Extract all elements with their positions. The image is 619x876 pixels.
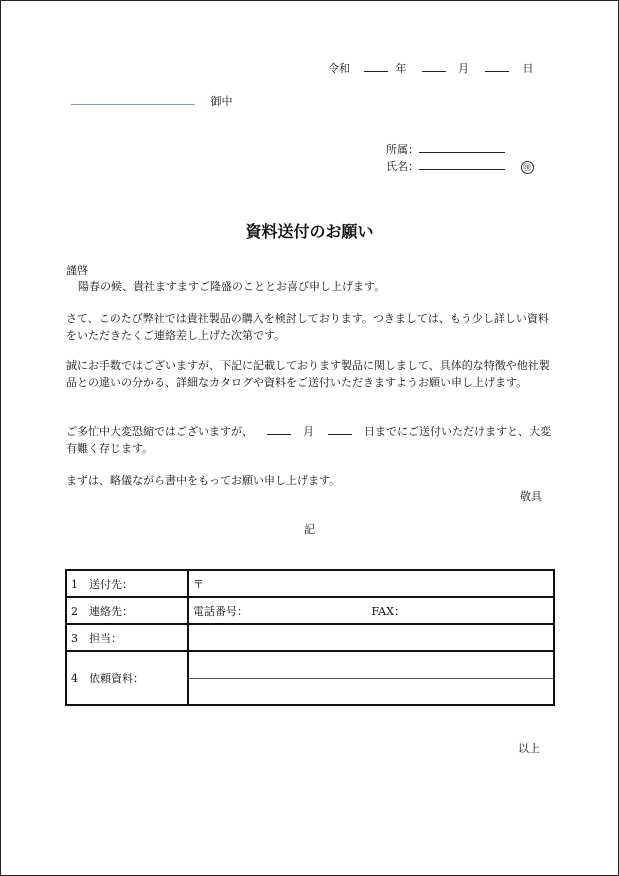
sender-name <box>386 158 534 174</box>
date-line <box>328 60 534 76</box>
affiliation-label: 所属： <box>386 143 419 156</box>
opening-word: 謹啓 <box>66 264 88 277</box>
addressee-line <box>71 93 233 109</box>
table-row <box>66 624 554 651</box>
table-row <box>66 597 554 624</box>
row-label: 3 担当： <box>66 624 188 651</box>
addressee-suffix: 御中 <box>210 95 233 108</box>
row-label: 1 送付先： <box>66 570 188 597</box>
p4-day-blank[interactable] <box>328 424 352 435</box>
paragraph-3: 誠にお手数ではございますが、下記に記載しております製品に関しまして、具体的な特徴や他社製品との違いの分かる、詳細なカタログや資料をご送付いただきますようお願い申し上げます。 <box>66 359 550 389</box>
ki-label: 記 <box>304 523 315 536</box>
addressee-blank[interactable] <box>71 94 195 105</box>
month-label: 月 <box>458 62 469 75</box>
era-label: 令和 <box>328 62 350 75</box>
materials-line-1[interactable] <box>189 653 553 679</box>
name-blank[interactable] <box>419 159 505 170</box>
table-row <box>66 570 554 597</box>
materials-line-2[interactable] <box>189 679 553 704</box>
paragraph-4 <box>66 423 556 457</box>
month-blank[interactable] <box>422 61 446 72</box>
year-blank[interactable] <box>364 61 388 72</box>
row-label: 4 依頼資料： <box>66 651 188 705</box>
request-table <box>65 569 555 706</box>
requested-materials-cell[interactable] <box>188 651 554 705</box>
p4-end: 日までにご送付いただけますと、大変有難く存じます。 <box>66 425 551 455</box>
table-row <box>66 651 554 705</box>
contact-person-cell[interactable] <box>188 624 554 651</box>
paragraph-2: さて、このたび弊社では貴社製品の購入を検討しております。つきましては、もう少し詳しい資料をいただきたくご連絡差し上げた次第です。 <box>66 312 549 342</box>
closing-word: 敬具 <box>520 490 542 503</box>
seal-mark: ㊞ <box>521 161 534 174</box>
address-cell[interactable]: 〒 <box>188 570 554 597</box>
row-label: 2 連絡先： <box>66 597 188 624</box>
affiliation-blank[interactable] <box>419 142 505 153</box>
day-blank[interactable] <box>485 61 509 72</box>
name-label: 氏名： <box>386 160 419 173</box>
sender-affiliation <box>386 141 505 157</box>
paragraph-5: まずは、略儀ながら書中をもってお願い申し上げます。 <box>66 474 341 487</box>
p4-month: 月 <box>303 425 314 438</box>
fax-label: FAX： <box>371 604 405 618</box>
p4-month-blank[interactable] <box>267 424 291 435</box>
day-label: 日 <box>522 62 534 75</box>
end-word: 以上 <box>518 742 540 755</box>
document-title: 資料送付のお願い <box>245 222 374 241</box>
paragraph-1: 陽春の候、貴社ますますご隆盛のこととお喜び申し上げます。 <box>78 280 386 293</box>
phone-label: 電話番号： <box>193 604 248 618</box>
p4-start: ご多忙中大変恐縮ではございますが、 <box>66 425 253 438</box>
year-label: 年 <box>395 62 407 75</box>
contact-cell[interactable] <box>188 597 554 624</box>
